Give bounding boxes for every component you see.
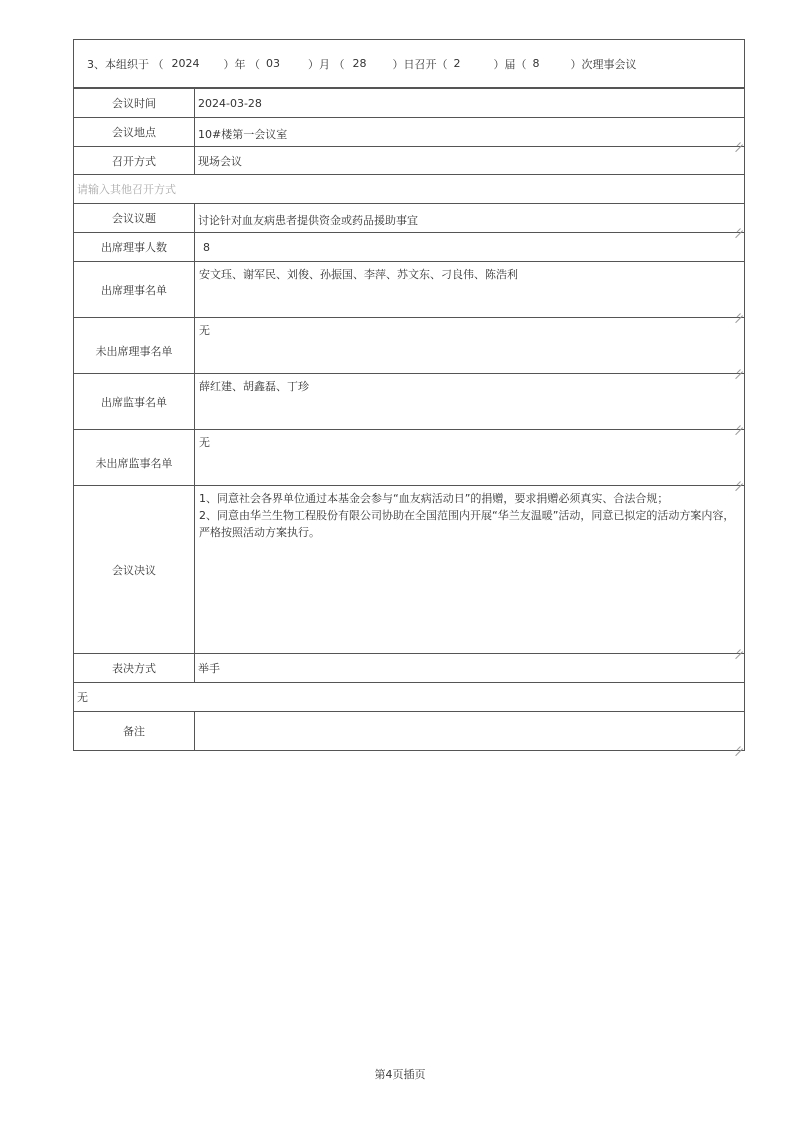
absent-supervisors-label: 未出席监事名单 [74,430,195,486]
resize-grip-icon[interactable] [735,420,743,428]
meeting-time-label: 会议时间 [74,89,195,118]
meeting-mode-select[interactable] [195,147,745,175]
meeting-place-label: 会议地点 [74,118,195,147]
page-number: 第4页插页 [374,1068,426,1081]
remark-label: 备注 [74,712,195,751]
row-absent-names [74,318,745,374]
month-unit: ）月 （ [308,57,345,71]
vote-method-value: 举手 [198,662,220,675]
year-field[interactable]: 2024 [171,57,200,70]
session-unit: ）届（ [493,57,527,71]
vote-method-select[interactable] [195,654,745,683]
meeting-place-value: 10#楼第一会议室 [198,128,288,141]
row-remark [74,712,745,751]
meeting-time-field[interactable] [195,89,745,118]
row-supervisors [74,374,745,430]
resize-grip-icon[interactable] [735,476,743,484]
other-mode-input[interactable] [74,175,745,204]
absent-names-value: 无 [199,324,210,337]
absent-names-field[interactable] [195,318,745,374]
meeting-header-line [73,39,745,88]
resolution-field[interactable] [195,486,745,654]
row-meeting-time [74,89,745,118]
meeting-topic-field[interactable] [195,204,745,233]
remark-field[interactable] [195,712,745,751]
meeting-mode-label: 召开方式 [74,147,195,175]
row-meeting-topic [74,204,745,233]
attend-count-field[interactable] [195,233,745,262]
resize-grip-icon[interactable] [735,364,743,372]
supervisors-field[interactable] [195,374,745,430]
header-prefix: 3、本组织于 （ [87,57,164,71]
resize-grip-icon[interactable] [735,308,743,316]
resize-grip-icon[interactable] [735,741,743,749]
resolution-text [195,486,744,653]
meeting-topic-value: 讨论针对血友病患者提供资金或药品援助事宜 [198,214,418,227]
supervisors-label: 出席监事名单 [74,374,195,430]
row-meeting-mode [74,147,745,175]
attend-count-label: 出席理事人数 [74,233,195,262]
resize-grip-icon[interactable] [735,644,743,652]
vote-other-input[interactable] [74,683,745,712]
attend-names-value: 安文珏、谢军民、刘俊、孙振国、李萍、苏文东、刁良伟、陈浩利 [199,268,518,281]
row-absent-supervisors [74,430,745,486]
meeting-mode-value: 现场会议 [198,154,242,168]
attend-count-value: 8 [203,240,210,254]
meeting-unit: ）次理事会议 [570,57,637,71]
row-meeting-place [74,118,745,147]
absent-names-label: 未出席理事名单 [74,318,195,374]
supervisors-value: 薛红建、胡鑫磊、丁珍 [199,380,309,393]
meeting-record-form [73,39,745,751]
row-other-mode [74,175,745,204]
resolution-label: 会议决议 [74,486,195,654]
day-field[interactable]: 28 [352,57,367,70]
row-vote-method [74,654,745,683]
month-field[interactable]: 03 [266,57,280,70]
meeting-place-field[interactable] [195,118,745,147]
meeting-time-value: 2024-03-28 [198,96,262,110]
row-vote-other [74,683,745,712]
vote-method-label: 表决方式 [74,654,195,683]
meeting-topic-label: 会议议题 [74,204,195,233]
resize-grip-icon[interactable] [735,223,743,231]
meeting-details-table [73,88,745,751]
day-unit: ）日召开（ [392,57,448,71]
row-attend-names [74,262,745,318]
absent-supervisors-value: 无 [199,436,210,449]
attend-names-label: 出席理事名单 [74,262,195,318]
meeting-no-field[interactable]: 8 [532,57,540,70]
resolution-line-1: 1、同意社会各界单位通过本基金会参与“血友病活动日”的捐赠，要求捐赠必须真实、合法合规； [199,492,669,505]
resize-grip-icon[interactable] [735,137,743,145]
other-mode-placeholder: 请输入其他召开方式 [77,183,176,196]
year-unit: ）年 （ [223,57,260,71]
row-attend-count [74,233,745,262]
vote-other-value: 无 [77,691,88,704]
session-field[interactable]: 2 [453,57,461,70]
absent-supervisors-field[interactable] [195,430,745,486]
attend-names-field[interactable] [195,262,745,318]
row-resolution [74,486,745,654]
resolution-line-2: 2、同意由华兰生物工程股份有限公司协助在全国范围内开展“华兰友温暖”活动，同意已拟定的活动方案内容，严格按照活动方案执行。 [199,509,735,539]
remark-value [195,712,744,750]
